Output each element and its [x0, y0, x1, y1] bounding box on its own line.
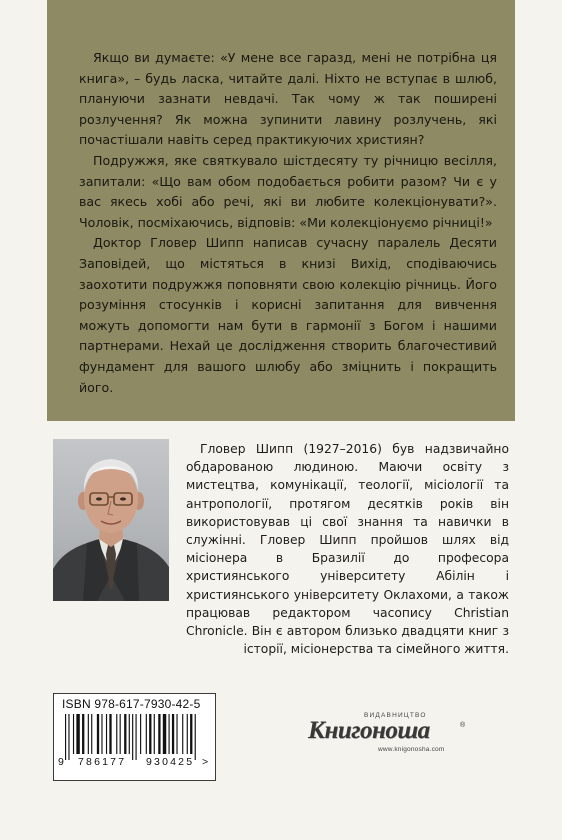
barcode-bar [140, 714, 141, 754]
barcode-bar [82, 714, 84, 754]
barcode-left-digits: 786177 [78, 756, 127, 768]
barcode-bar [129, 714, 130, 754]
barcode-bar [106, 714, 107, 754]
barcode-bar [190, 714, 192, 754]
author-photo [53, 439, 169, 601]
barcode-bar [101, 714, 102, 754]
barcode-lead-digit: 9 [58, 756, 64, 768]
barcode-bar [187, 714, 188, 754]
barcode-bar [146, 714, 147, 754]
barcode-bar [109, 714, 111, 754]
barcode [53, 693, 216, 781]
barcode-bar [120, 714, 121, 754]
barcode-bar [73, 714, 74, 754]
barcode-bar [158, 714, 160, 754]
barcode-bar [76, 714, 79, 754]
barcode-bar [97, 714, 99, 754]
barcode-bar [136, 714, 137, 760]
publisher-logo [300, 712, 480, 762]
publisher-tagline: ВИДАВНИЦТВО [364, 712, 427, 719]
barcode-bar [176, 714, 177, 754]
barcode-bar [124, 714, 126, 754]
barcode-bar [169, 714, 170, 754]
blurb-paragraph-2: Подружжя, яке святкувало шістдесяту ту річницю весілля, запитали: «Що вам обом подобається робити разом? Чи є у вас якесь хобі або речі, які ви любите колекціонувати?». Чоловік, посміхаючись, відповів: «Ми колекціонуємо річниці!» [79, 152, 497, 230]
barcode-bars [65, 714, 205, 760]
registered-mark: ® [460, 722, 466, 729]
author-bio [186, 440, 509, 658]
barcode-arrow: > [202, 756, 209, 768]
barcode-bar [195, 714, 196, 760]
barcode-bar [172, 714, 174, 754]
barcode-bar [65, 714, 66, 760]
barcode-bar [182, 714, 183, 754]
barcode-bar [163, 714, 166, 754]
barcode-bar [149, 714, 151, 754]
author-bio-text: Гловер Шипп (1927–2016) був надзвичайно обдарованою людиною. Маючи освіту з мистецтва, комунікації, теології, місіології та антропології, протягом десятків років він використовував ці свої знання та навички в служінні. Гловер Шипп пройшов шлях від місіонера в Бразилії до професора християнського університету Абілін і християнського університету Оклахоми, а також працював редактором часопису Christian Chronicle. Він є автором близько двадцяти книг з історії, місіонерства та сімейного життя. [186, 442, 509, 657]
publisher-name: Книгоноша [308, 717, 430, 744]
barcode-bar [91, 714, 92, 754]
publisher-url: www.knigonosha.com [378, 746, 445, 753]
barcode-bar [154, 714, 155, 754]
barcode-right-digits: 930425 [146, 756, 195, 768]
barcode-bar [88, 714, 89, 754]
blurb-paragraph-1: Якщо ви думаєте: «У мене все гаразд, мені не потрібна ця книга», – будь ласка, читайте далі. Ніхто не вступає в шлюб, плануючи зазнати невдачі. Так чому ж так поширені розлучення? Як можна зупинити лавину розлучень, які почастішали навіть серед практикуючих християн? [79, 50, 497, 148]
back-cover-blurb [79, 48, 497, 398]
barcode-bar [132, 714, 133, 760]
blurb-paragraph-3: Доктор Гловер Шипп написав сучасну паралель Десяти Заповідей, що містяться в книзі Вихід, сподіваючись заохотити подружжя поповняти свою колекцію річниць. Його розуміння стосунків і корисні запитання для вивчення можуть допомогти нам бути в гармонії з Богом і нашими партнерами. Нехай це дослідження створить благочестивий фундамент для вашого шлюбу або зміцнить і покращить його. [79, 235, 497, 395]
barcode-bar [68, 714, 69, 760]
barcode-bar [116, 714, 117, 754]
isbn-label: ISBN 978-617-7930-42-5 [62, 697, 201, 711]
